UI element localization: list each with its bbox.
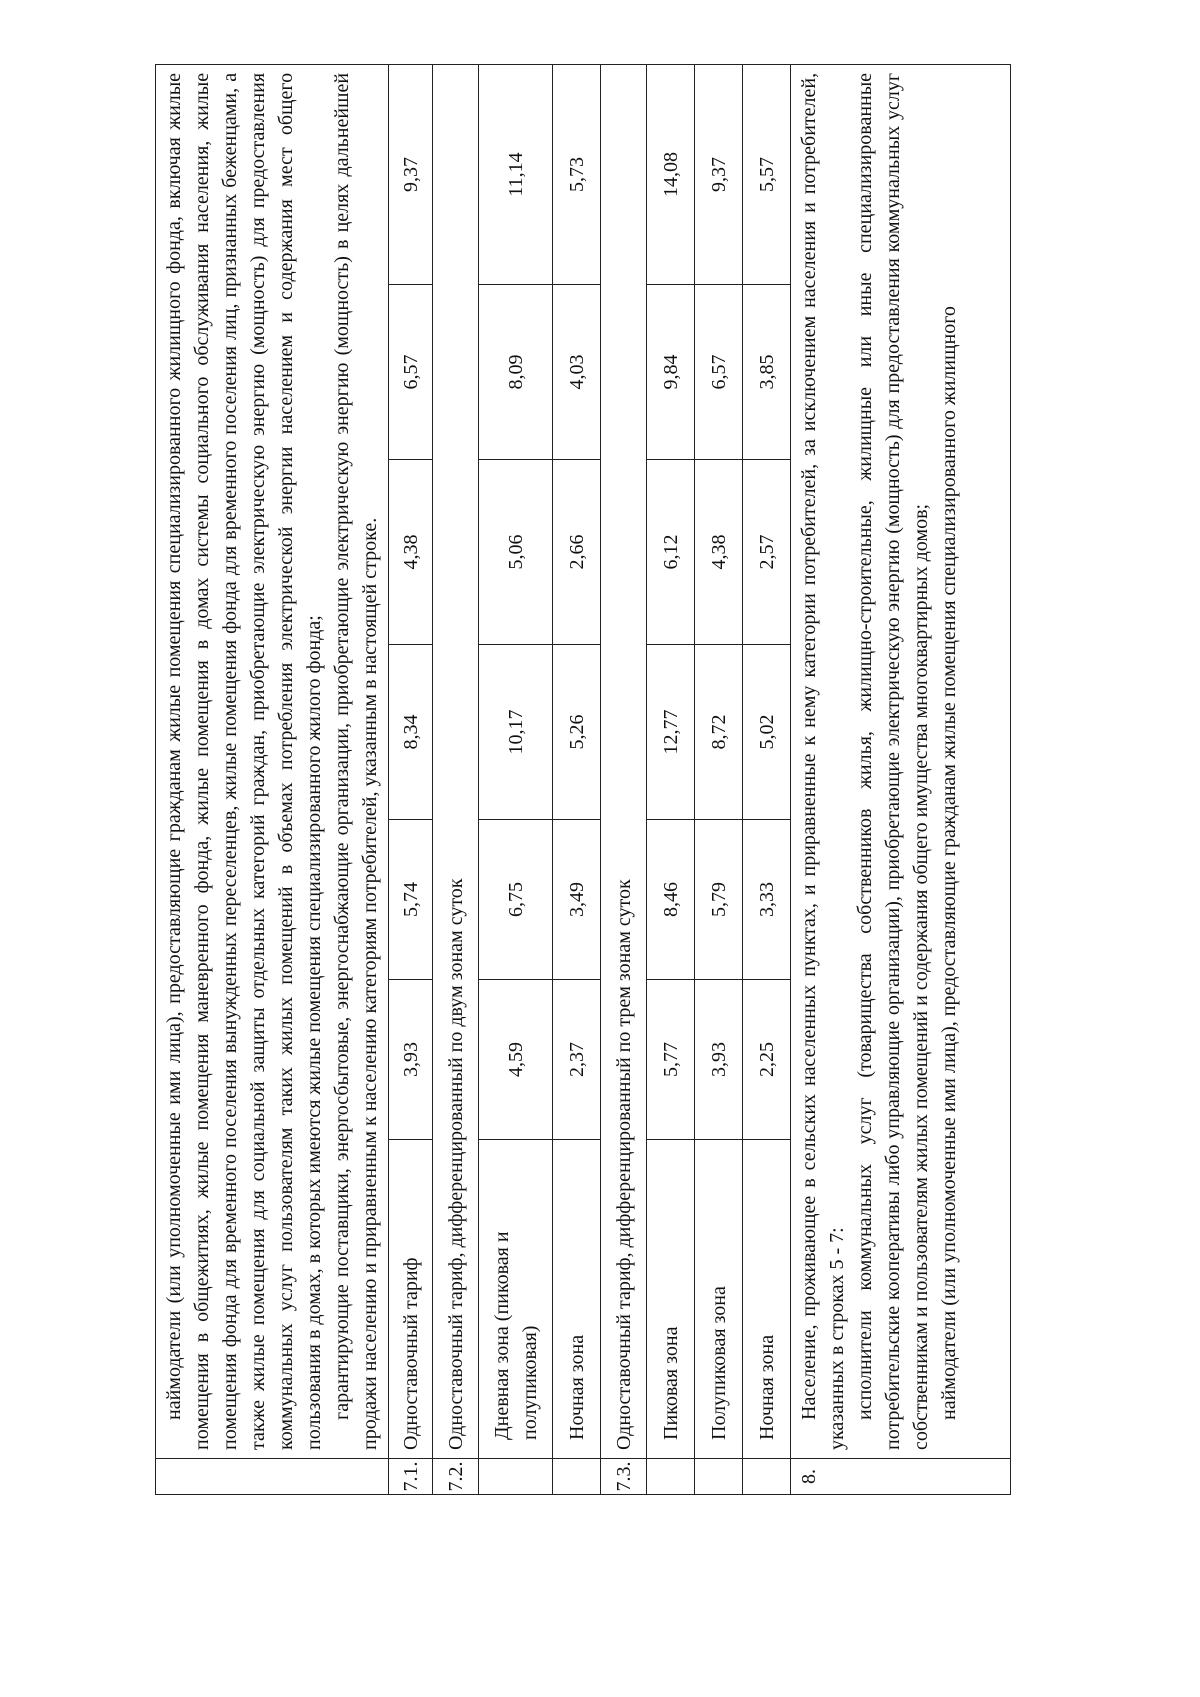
index-cell bbox=[647, 1459, 695, 1495]
value-cell: 8,72 bbox=[695, 645, 743, 820]
intro-paragraph: гарантирующие поставщики, энергосбытовые, энергоснабжающие организации, приобретающие электрическую энергию (мощность) в целях дальнейшей продажи населению и приравненным к населению категориям потребителей, указанным в настоящей строке. bbox=[331, 72, 381, 1450]
section-index: 7.2. bbox=[433, 1459, 479, 1495]
row-8-paragraph: исполнители коммунальных услуг (товарищества собственников жилья, жилищно-строительные, жилищные или иные специализированные потребительские кооперативы либо управляющие организации), приобретающие электрическую энергию (мощность) для предоставления коммунальных услуг собственникам и пользователям жилых помещений и содержания общего имущества многоквартирных домов; bbox=[854, 72, 932, 1450]
value-cell: 4,38 bbox=[389, 460, 433, 645]
value-cell: 4,38 bbox=[695, 460, 743, 645]
section-row bbox=[601, 64, 647, 1494]
value-cell: 8,46 bbox=[647, 820, 695, 980]
row-name: Ночная зона bbox=[743, 1140, 791, 1459]
value-cell: 14,08 bbox=[647, 64, 695, 284]
value-cell: 5,73 bbox=[553, 64, 601, 284]
value-cell: 3,49 bbox=[553, 820, 601, 980]
value-cell: 5,77 bbox=[647, 980, 695, 1140]
index-cell bbox=[156, 1459, 389, 1495]
value-cell: 6,57 bbox=[695, 285, 743, 460]
value-cell: 6,57 bbox=[389, 285, 433, 460]
value-cell: 6,12 bbox=[647, 460, 695, 645]
value-cell: 2,25 bbox=[743, 980, 791, 1140]
row-8-paragraph: Население, проживающее в сельских населенных пунктах, и приравненные к нему категории потребителей, за исключением населения и потребителей, указанных в строках 5 - 7: bbox=[798, 72, 848, 1450]
value-cell: 5,26 bbox=[553, 645, 601, 820]
value-cell: 3,93 bbox=[389, 980, 433, 1140]
index-cell bbox=[695, 1459, 743, 1495]
row-name: Ночная зона bbox=[553, 1140, 601, 1459]
row-name: Полупиковая зона bbox=[695, 1140, 743, 1459]
table-row bbox=[647, 64, 695, 1494]
table-row bbox=[389, 64, 433, 1494]
value-cell: 9,37 bbox=[389, 64, 433, 284]
value-cell: 5,74 bbox=[389, 820, 433, 980]
row-index: 8. bbox=[791, 1459, 1011, 1495]
index-cell bbox=[479, 1459, 553, 1495]
value-cell: 11,14 bbox=[479, 64, 553, 284]
value-cell: 8,09 bbox=[479, 285, 553, 460]
table-row bbox=[743, 64, 791, 1494]
table-row bbox=[791, 64, 1011, 1494]
value-cell: 5,06 bbox=[479, 460, 553, 645]
value-cell: 4,59 bbox=[479, 980, 553, 1140]
row-name: Дневная зона (пиковая и полупиковая) bbox=[479, 1140, 553, 1459]
row-index: 7.1. bbox=[389, 1459, 433, 1495]
tariff-table bbox=[155, 64, 1011, 1495]
value-cell: 6,75 bbox=[479, 820, 553, 980]
value-cell: 2,37 bbox=[553, 980, 601, 1140]
intro-cell bbox=[156, 64, 389, 1458]
value-cell: 12,77 bbox=[647, 645, 695, 820]
value-cell: 3,33 bbox=[743, 820, 791, 980]
table-row bbox=[479, 64, 553, 1494]
row-name: Пиковая зона bbox=[647, 1140, 695, 1459]
value-cell: 9,37 bbox=[695, 64, 743, 284]
table-row bbox=[553, 64, 601, 1494]
table-row bbox=[695, 64, 743, 1494]
value-cell: 9,84 bbox=[647, 285, 695, 460]
value-cell: 5,79 bbox=[695, 820, 743, 980]
intro-row bbox=[156, 64, 389, 1494]
section-title: Одноставочный тариф, дифференцированный по трем зонам суток bbox=[601, 64, 647, 1458]
index-cell bbox=[553, 1459, 601, 1495]
section-title: Одноставочный тариф, дифференцированный по двум зонам суток bbox=[433, 64, 479, 1458]
index-cell bbox=[743, 1459, 791, 1495]
row-name: Одноставочный тариф bbox=[389, 1140, 433, 1459]
value-cell: 10,17 bbox=[479, 645, 553, 820]
row-8-paragraph: наймодатели (или уполномоченные ими лица), предоставляющие гражданам жилые помещения специализированного жилищного bbox=[938, 306, 960, 1420]
value-cell: 3,85 bbox=[743, 285, 791, 460]
value-cell: 8,34 bbox=[389, 645, 433, 820]
value-cell: 5,57 bbox=[743, 64, 791, 284]
value-cell: 2,57 bbox=[743, 460, 791, 645]
section-row bbox=[433, 64, 479, 1494]
section-index: 7.3. bbox=[601, 1459, 647, 1495]
intro-paragraph: наймодатели (или уполномоченные ими лица), предоставляющие гражданам жилые помещения специализированного жилищного фонда, включая жилые помещения в общежитиях, жилые помещения маневренного фонда, жилые помещения в домах системы социального обслуживания населения, жилые помещения фонда для временного поселения вынужденных переселенцев, жилые помещения фонда для временного поселения лиц, признанных беженцами, а также жилые помещения для социальной защиты отдельных категорий граждан, приобретающие электрическую энергию (мощность) для предоставления коммунальных услуг пользователям таких жилых помещений в объемах потребления электрической энергии населением и содержания мест общего пользования в домах, в которых имеются жилые помещения специализированного жилого фонда; bbox=[163, 72, 325, 1450]
value-cell: 4,03 bbox=[553, 285, 601, 460]
value-cell: 3,93 bbox=[695, 980, 743, 1140]
value-cell: 5,02 bbox=[743, 645, 791, 820]
row-8-cell bbox=[791, 64, 1011, 1458]
value-cell: 2,66 bbox=[553, 460, 601, 645]
